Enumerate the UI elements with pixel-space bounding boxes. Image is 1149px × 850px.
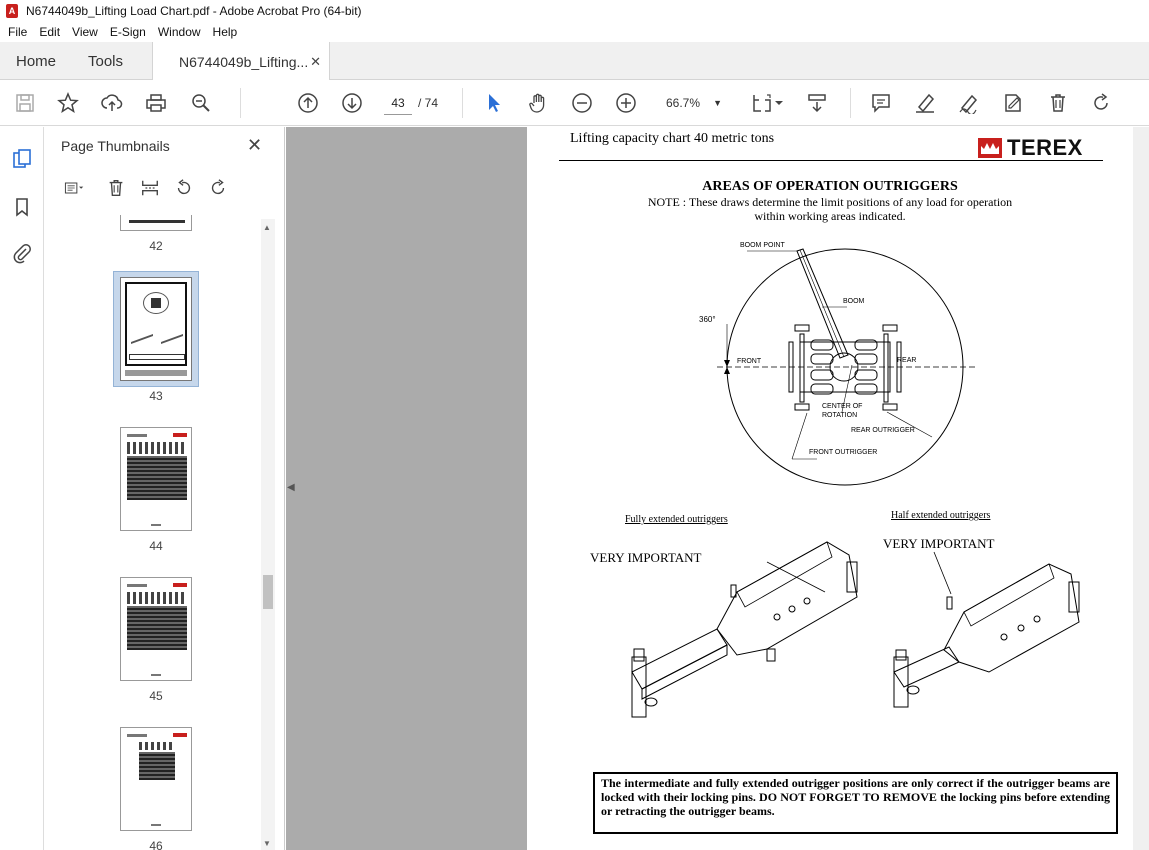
caption-fully-extended: Fully extended outriggers (625, 514, 728, 525)
save-icon[interactable] (12, 90, 38, 116)
tab-close-icon[interactable]: ✕ (310, 53, 321, 69)
collapse-panel-icon[interactable]: ◀ (287, 482, 295, 493)
acrobat-logo-icon: A (6, 4, 18, 18)
menu-view[interactable]: View (72, 25, 98, 39)
caption-half-extended: Half extended outriggers (891, 510, 991, 521)
thumbnail-label: 45 (149, 689, 163, 703)
thumbnail-label: 44 (149, 539, 163, 553)
zoom-in-icon[interactable] (613, 90, 639, 116)
thumbnail-delete-icon[interactable] (99, 175, 133, 201)
fit-page-icon[interactable] (749, 90, 775, 116)
tab-bar (0, 42, 1149, 80)
scroll-mode-icon[interactable] (804, 90, 830, 116)
note-line-1: NOTE : These draws determine the limit positions of any load for operation (647, 195, 1013, 209)
thumbnail-list (45, 215, 273, 850)
menu-window[interactable]: Window (157, 25, 201, 39)
thumbnail-label: 43 (149, 389, 163, 403)
highlight-icon[interactable] (912, 90, 938, 116)
window-title: N6744049b_Lifting Load Chart.pdf - Adobe Acrobat Pro (64-bit) (26, 4, 362, 18)
thumbnail-rotate-cw-icon[interactable] (201, 175, 235, 201)
very-important-label-1: VERY IMPORTANT (590, 550, 702, 565)
page-thumbnails-icon[interactable] (10, 147, 34, 171)
thumbnail-page[interactable] (120, 277, 192, 381)
scroll-down-icon[interactable]: ▼ (263, 839, 271, 848)
menu-file[interactable]: File (8, 25, 28, 39)
label-rotation: ROTATION (822, 412, 858, 419)
zoom-level-select[interactable] (660, 91, 726, 115)
edit-pdf-icon[interactable] (1000, 90, 1026, 116)
page-header: Lifting capacity chart 40 metric tons (570, 131, 775, 146)
current-page-input[interactable]: 43 (384, 91, 412, 115)
delete-icon[interactable] (1045, 90, 1071, 116)
upload-icon[interactable] (99, 90, 125, 116)
tab-home[interactable]: Home (16, 52, 57, 70)
thumbnail-page[interactable] (120, 727, 192, 831)
scrollbar-thumb[interactable] (263, 575, 273, 609)
page-down-icon[interactable] (339, 90, 365, 116)
select-arrow-icon[interactable] (481, 90, 507, 116)
thumbnail-page[interactable] (120, 577, 192, 681)
attachments-icon[interactable] (10, 241, 34, 265)
thumbnail-insert-icon[interactable] (133, 175, 167, 201)
very-important-label-2: VERY IMPORTANT (883, 536, 995, 551)
sign-icon[interactable] (956, 90, 982, 116)
label-center-of: CENTER OF (822, 403, 863, 410)
section-title: AREAS OF OPERATION OUTRIGGERS (702, 179, 958, 194)
label-rear-outrigger: REAR OUTRIGGER (851, 427, 915, 434)
comment-icon[interactable] (868, 90, 894, 116)
pdf-page (527, 127, 1133, 850)
tab-document[interactable] (152, 42, 330, 81)
total-pages: / 74 (418, 96, 439, 110)
tab-document-label: N6744049b_Lifting... (179, 53, 309, 70)
hand-icon[interactable] (525, 90, 551, 116)
document-scrollbar[interactable] (1133, 127, 1149, 850)
fully-extended-outrigger-drawing (627, 537, 867, 727)
thumbnail-rotate-ccw-icon[interactable] (167, 175, 201, 201)
menu-bar (0, 22, 1149, 42)
zoom-out-icon[interactable] (569, 90, 595, 116)
half-extended-outrigger-drawing (889, 542, 1089, 712)
label-front: FRONT (737, 358, 762, 365)
main-toolbar (0, 80, 1149, 126)
note-line-2: within working areas indicated. (754, 209, 906, 223)
warning-box: The intermediate and fully extended outrigger positions are only correct if the outrigger beams are locked with their locking pins. DO NOT FORGET TO REMOVE the locking pins before extending or retracting the outrigger beams. (593, 772, 1118, 834)
operation-area-diagram (687, 237, 987, 497)
page-up-icon[interactable] (295, 90, 321, 116)
chevron-down-icon: ▼ (713, 98, 722, 108)
label-front-outrigger: FRONT OUTRIGGER (809, 449, 878, 456)
terex-mark-icon (978, 138, 1002, 158)
label-boom-point: BOOM POINT (740, 242, 785, 249)
title-bar (0, 0, 1149, 22)
thumbnail-options-icon[interactable] (57, 175, 91, 201)
menu-edit[interactable]: Edit (39, 25, 61, 39)
menu-esign[interactable]: E-Sign (109, 25, 146, 39)
panel-toolbar (57, 175, 235, 203)
thumbnails-panel (45, 127, 285, 850)
header-rule (559, 160, 1103, 161)
scroll-up-icon[interactable]: ▲ (263, 223, 271, 232)
thumbnail-label: 42 (149, 239, 163, 253)
panel-close-icon[interactable]: ✕ (247, 135, 263, 155)
terex-logo (978, 135, 1083, 161)
zoom-level-value: 66.7% (666, 96, 701, 110)
thumbnail-label: 46 (149, 839, 163, 850)
tab-tools[interactable]: Tools (88, 52, 124, 70)
zoom-search-icon[interactable] (188, 90, 214, 116)
label-360: 360° (699, 315, 716, 324)
bookmarks-icon[interactable] (10, 195, 34, 219)
panel-title: Page Thumbnails (61, 138, 170, 154)
rotate-icon[interactable] (1088, 90, 1114, 116)
print-icon[interactable] (143, 90, 169, 116)
navigation-rail (0, 127, 44, 850)
label-rear: REAR (897, 357, 917, 364)
thumbnail-page[interactable] (120, 215, 192, 231)
thumbnail-page[interactable] (120, 427, 192, 531)
menu-help[interactable]: Help (212, 25, 238, 39)
chevron-down-icon[interactable] (774, 90, 784, 116)
label-boom: BOOM (843, 298, 865, 305)
bookmark-star-icon[interactable] (55, 90, 81, 116)
thumbnail-scrollbar[interactable] (261, 219, 275, 850)
brand-name: TEREX (1007, 135, 1083, 160)
